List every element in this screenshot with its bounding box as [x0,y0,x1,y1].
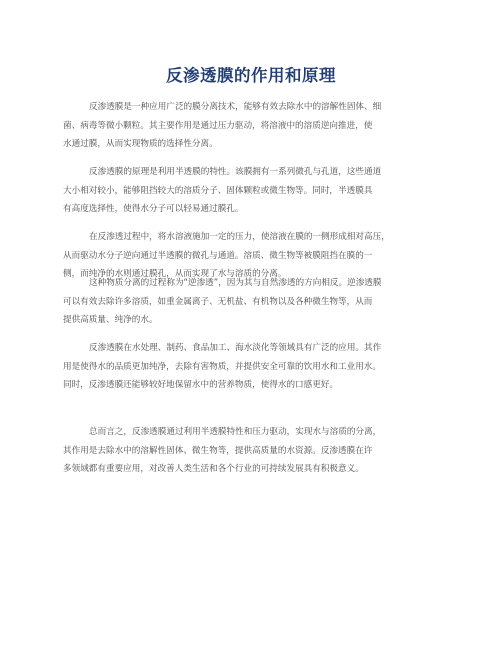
paragraph-line: 大小相对较小，能够阻挡较大的溶质分子、固体颗粒或微生物等。同时，半透膜具 [63,185,373,196]
paragraph-line: 从而驱动水分子逆向通过半透膜的微孔与通道。溶质、微生物等被膜阻挡在膜的一 [63,250,373,261]
paragraph-line: 菌、病毒等微小颗粒。其主要作用是通过压力驱动，将溶液中的溶质逆向推进，使 [63,120,373,131]
paragraph-1 [63,98,441,154]
paragraph-5 [63,339,441,395]
paragraph-line: 其作用是去除水中的溶解性固体、微生物等，提供高质量的水资源。反渗透膜在许 [63,445,373,456]
paragraph-line: 反渗透膜是一种应用广泛的膜分离技术，能够有效去除水中的溶解性固体、细 [89,102,382,112]
paragraph-4 [63,274,441,330]
paragraph-line: 同时，反渗透膜还能够较好地保留水中的营养物质，使得水的口感更好。 [63,380,339,390]
paragraph-line: 反渗透膜的原理是利用半透膜的特性。该膜拥有一系列微孔与孔道，这些通道 [89,167,382,177]
paragraph-line: 总而言之，反渗透膜通过利用半透膜特性和压力驱动，实现水与溶质的分离， [89,427,382,437]
paragraph-line: 在反渗透过程中，将水溶液施加一定的压力，使溶液在膜的一侧形成相对高压， [89,232,390,242]
paragraph-line: 侧，而纯净的水则通过膜孔，从而实现了水与溶质的分离。 [63,269,287,279]
paragraph-line: 多领域都有重要应用，对改善人类生活和各个行业的可持续发展具有积极意义。 [63,464,364,474]
paragraph-line: 这种物质分离的过程称为“逆渗透”，因为其与自然渗透的方向相反。逆渗透膜 [89,278,382,288]
paragraph-2 [63,163,441,219]
paragraph-6 [63,423,441,479]
paragraph-line: 提供高质量、纯净的水。 [63,315,158,325]
paragraph-line: 水通过膜，从而实现物质的选择性分离。 [63,139,218,149]
paragraph-line: 有高度选择性，使得水分子可以轻易通过膜孔。 [63,204,244,214]
paragraph-line: 用是使得水的品质更加纯净，去除有害物质，并提供安全可靠的饮用水和工业用水。 [63,361,381,372]
paragraph-line: 反渗透膜在水处理、制药、食品加工、海水淡化等领域具有广泛的应用。其作 [89,343,382,353]
paragraph-line: 可以有效去除许多溶质，如重金属离子、无机盐、有机物以及各种微生物等，从而 [63,296,373,307]
document-title: 反渗透膜的作用和原理 [166,66,336,85]
